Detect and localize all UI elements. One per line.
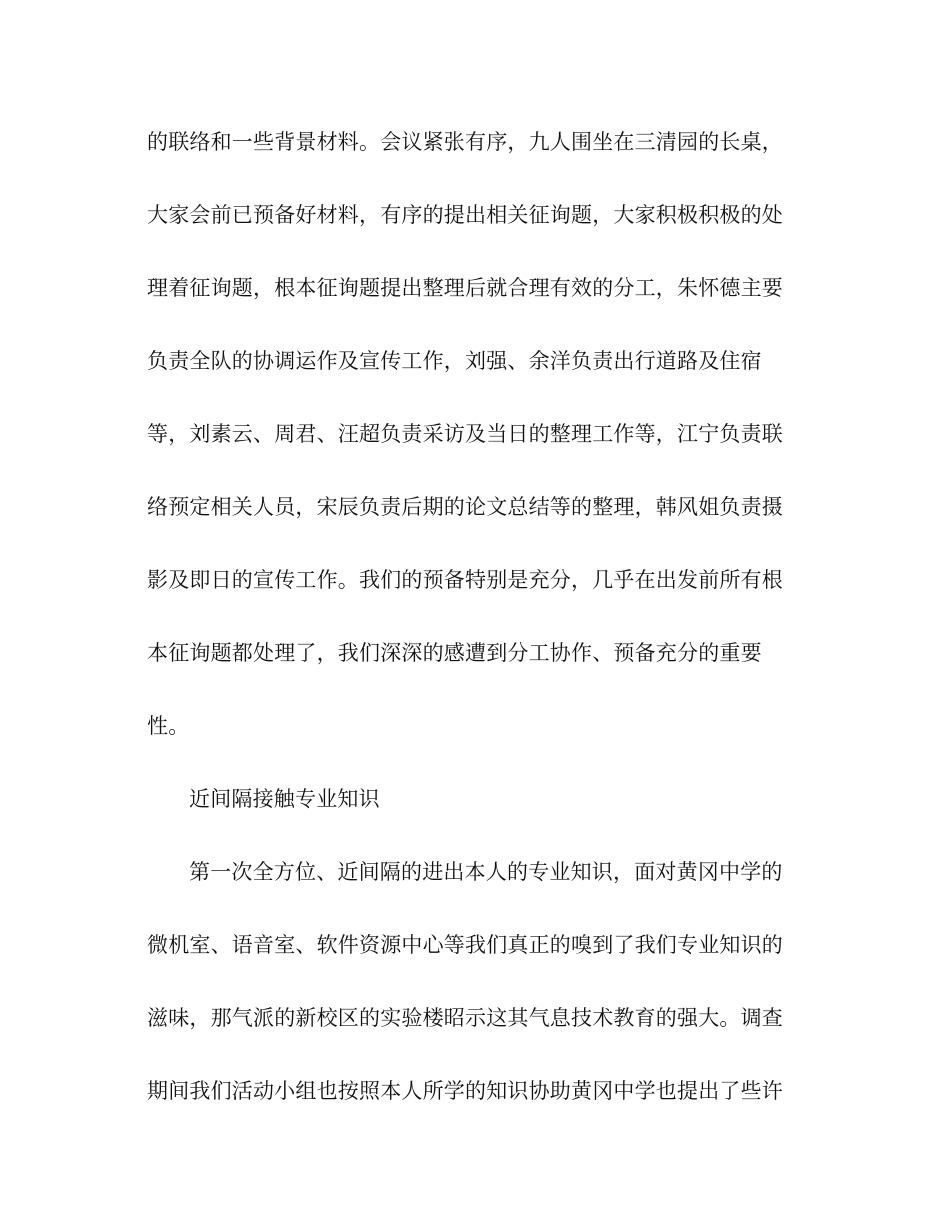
paragraph-line: 微机室、语音室、软件资源中心等我们真正的嗅到了我们专业知识的 [147,933,783,957]
paragraph-line: 影及即日的宣传工作。我们的预备特别是充分，几乎在出发前所有根 [147,568,783,592]
section-heading: 近间隔接触专业知识 [189,787,380,811]
paragraph-line: 负责全队的协调运作及宣传工作，刘强、余洋负责出行道路及住宿 [147,349,762,373]
paragraph-line: 期间我们活动小组也按照本人所学的知识协助黄冈中学也提出了些许 [147,1079,783,1103]
paragraph-line: 滋味，那气派的新校区的实验楼昭示这其气息技术教育的强大。调查 [147,1006,783,1030]
paragraph-line: 大家会前已预备好材料，有序的提出相关征询题，大家积极积极的处 [147,203,783,227]
paragraph-line: 等，刘素云、周君、汪超负责采访及当日的整理工作等，江宁负责联 [147,422,783,446]
paragraph-line: 理着征询题，根本征询题提出整理后就合理有效的分工，朱怀德主要 [147,276,783,300]
paragraph-line: 本征询题都处理了，我们深深的感遭到分工协作、预备充分的重要 [147,641,762,665]
paragraph-line: 性。 [147,714,190,738]
paragraph-line: 第一次全方位、近间隔的进出本人的专业知识，面对黄冈中学的 [189,860,783,884]
paragraph-line: 络预定相关人员，宋辰负责后期的论文总结等的整理，韩风姐负责摄 [147,495,783,519]
paragraph-line: 的联络和一些背景材料。会议紧张有序，九人围坐在三清园的长桌， [147,130,783,154]
